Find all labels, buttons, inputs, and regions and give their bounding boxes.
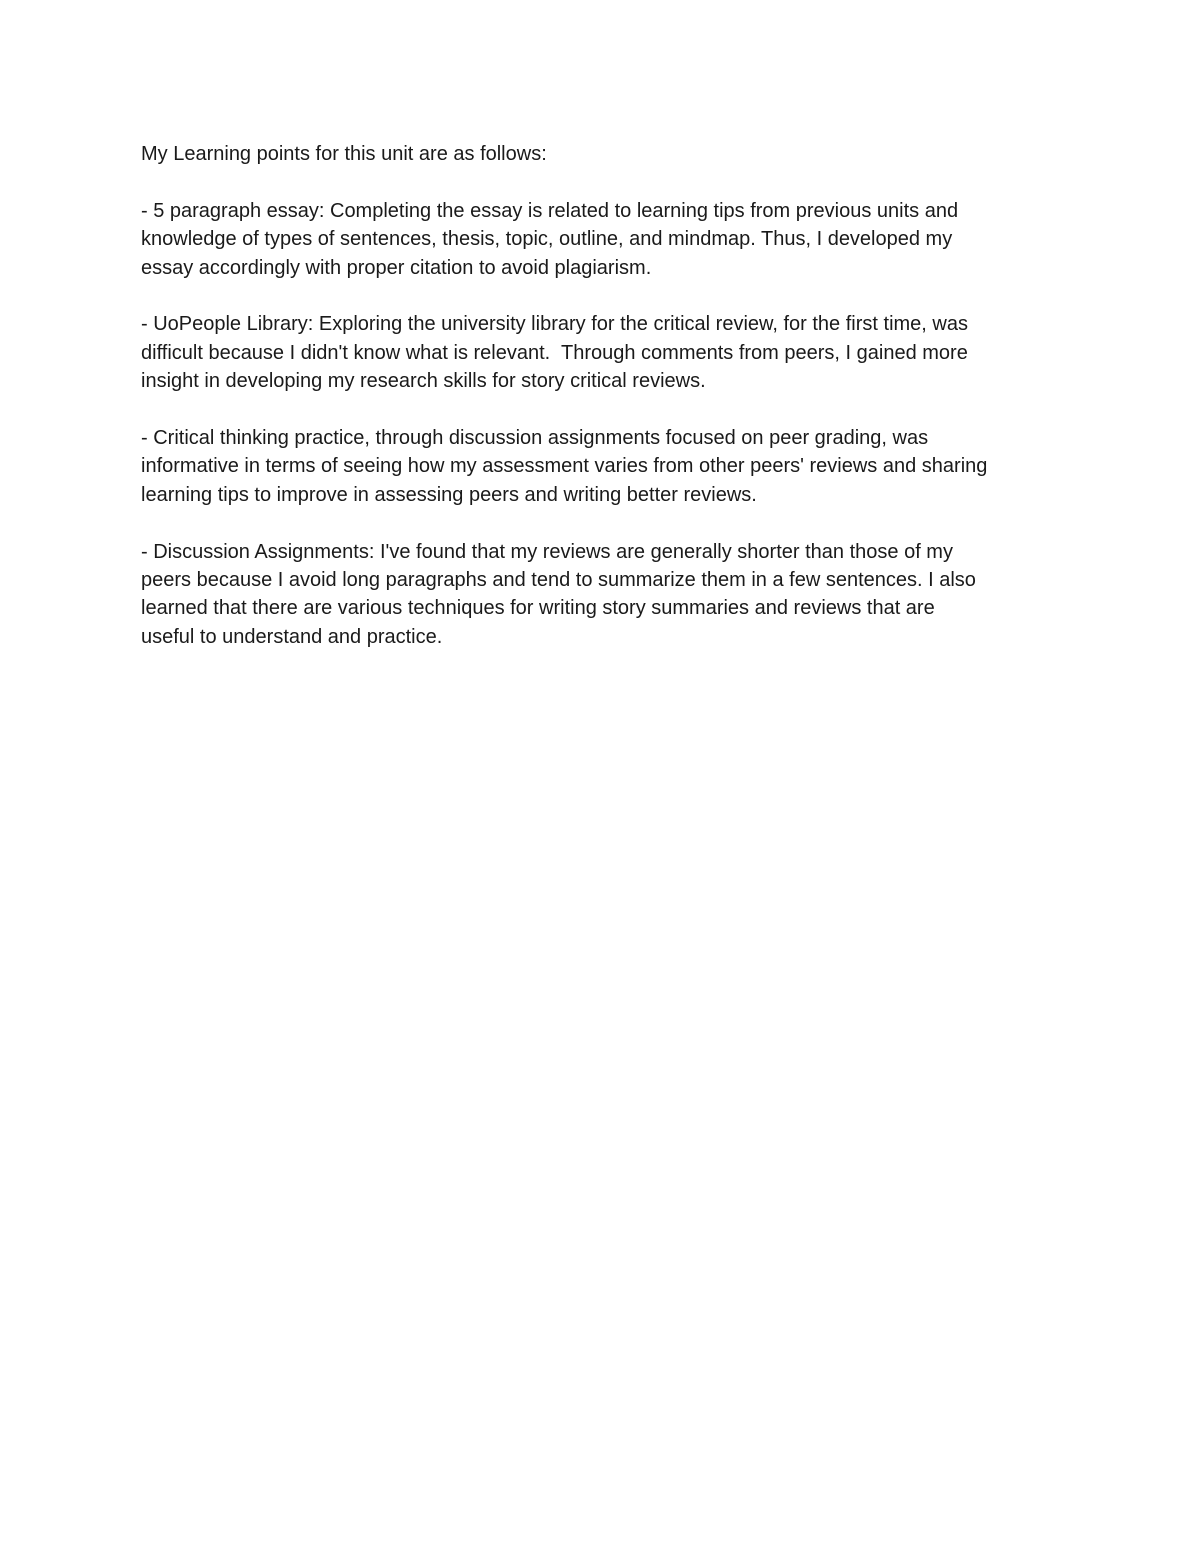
- paragraph-line: insight in developing my research skills for story critical reviews.: [141, 370, 706, 393]
- paragraph-line: useful to understand and practice.: [141, 625, 443, 648]
- paragraph-line: - 5 paragraph essay: Completing the essay is related to learning tips from previous units and: [141, 199, 959, 222]
- paragraph-line: learning tips to improve in assessing peers and writing better reviews.: [141, 483, 757, 506]
- learning-point-critical-thinking: [141, 424, 1071, 509]
- paragraph-line: informative in terms of seeing how my assessment varies from other peers' reviews and sharing: [141, 455, 988, 478]
- paragraph-line: essay accordingly with proper citation to avoid plagiarism.: [141, 256, 652, 279]
- paragraph-line: - Critical thinking practice, through discussion assignments focused on peer grading, was: [141, 427, 929, 450]
- learning-point-essay: [141, 197, 1071, 282]
- paragraph-line: knowledge of types of sentences, thesis, topic, outline, and mindmap. Thus, I developed my: [141, 228, 953, 251]
- paragraph-line: learned that there are various techniques for writing story summaries and reviews that are: [141, 597, 935, 620]
- document-body: [141, 140, 1071, 680]
- paragraph-line: - Discussion Assignments: I've found that my reviews are generally shorter than those of my: [141, 540, 953, 563]
- paragraph-line: - UoPeople Library: Exploring the university library for the critical review, for the first time, was: [141, 313, 968, 336]
- learning-point-discussion: [141, 538, 1071, 652]
- intro-line: My Learning points for this unit are as follows:: [141, 143, 547, 165]
- paragraph-line: peers because I avoid long paragraphs and tend to summarize them in a few sentences. I also: [141, 569, 976, 592]
- learning-point-library: [141, 310, 1071, 395]
- intro-paragraph: [141, 140, 1071, 168]
- paragraph-line: difficult because I didn't know what is relevant. Through comments from peers, I gained more: [141, 341, 968, 364]
